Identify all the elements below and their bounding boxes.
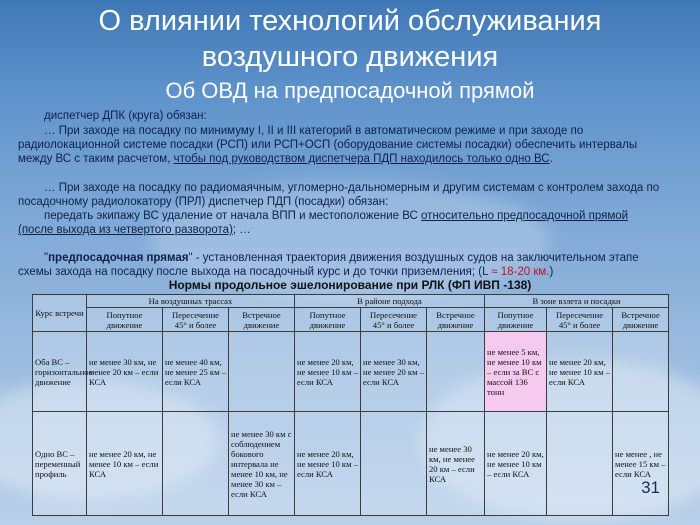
table-cell: не менее 20 км, не менее 10 км – если КСА bbox=[87, 412, 163, 516]
table-cell bbox=[163, 412, 229, 516]
table-row bbox=[33, 332, 669, 412]
table-cell-highlighted: не менее 5 км, не менее 10 км – если за ВС с массой 136 тонн bbox=[485, 332, 547, 412]
row-label: Одно ВС – переменный профиль bbox=[33, 412, 87, 516]
body-text: . bbox=[549, 153, 553, 165]
body-underlined-text: относительно предпосадочной прямой bbox=[421, 210, 629, 222]
table-cell: не менее 30 км, не менее 20 км – если КСА bbox=[427, 412, 485, 516]
column-header: Встречное движение bbox=[613, 308, 669, 332]
table-title: Нормы продольное эшелонирование при РЛК (ФП ИВП -138) bbox=[168, 278, 532, 292]
slide-title-line1: О влиянии технологий обслуживания bbox=[98, 5, 602, 37]
table-cell bbox=[229, 332, 295, 412]
body-line: посадочному радиолокатору (ПРЛ) диспетчер ПДП (посадки) обязан: bbox=[18, 196, 389, 208]
body-text: ; … bbox=[232, 224, 251, 236]
column-header: Пересечение 45° и более bbox=[361, 308, 427, 332]
table-cell bbox=[613, 332, 669, 412]
table-cell bbox=[427, 332, 485, 412]
body-line bbox=[18, 152, 553, 167]
body-line bbox=[18, 223, 251, 238]
column-header: Встречное движение bbox=[229, 308, 295, 332]
column-header: Пересечение 45° и более bbox=[163, 308, 229, 332]
table-row bbox=[33, 412, 669, 516]
body-text: " - установленная траектория движения воздушных судов на заключительном этапе bbox=[188, 252, 639, 264]
table-corner-header: Курс встречи bbox=[33, 295, 87, 332]
body-line bbox=[44, 209, 628, 224]
table-cell bbox=[547, 412, 613, 516]
body-line: … При заходе на посадку по радиомаячным, угломерно-дальномерным и другим системам с контролем захода по bbox=[44, 182, 660, 194]
table-cell: не менее 20 км, не менее 10 км – если КСА bbox=[547, 332, 613, 412]
body-text: между ВС с таким расчетом, bbox=[18, 153, 174, 165]
table-cell: не менее 30 км, не менее 20 км – если КСА bbox=[87, 332, 163, 412]
body-underlined-text: (после выхода из четвертого разворота) bbox=[18, 224, 233, 236]
body-text: передать экипажу ВС удаление от начала ВПП и местоположение ВС bbox=[44, 210, 422, 222]
group-header: На воздушных трассах bbox=[87, 295, 295, 308]
separation-norms-table bbox=[32, 294, 669, 516]
body-line: … При заходе на посадку по минимуму I, II и III категорий в автоматическом режиме и при заходе по bbox=[44, 125, 584, 137]
table-cell: не менее 30 км, не менее 20 км – если КСА bbox=[361, 332, 427, 412]
body-text: схемы захода на посадку после выхода на посадочный курс и до точки приземления; (L bbox=[18, 266, 492, 278]
page-number: 31 bbox=[641, 478, 660, 497]
slide-title-line2: воздушного движения bbox=[201, 41, 499, 73]
body-text: " bbox=[44, 252, 49, 264]
table-cell: не менее 20 км, не менее 10 км – если КСА bbox=[485, 412, 547, 516]
body-line: радиолокационной системе посадки (РСП) или РСП+ОСП (оборудование системы посадки) обеспечить интервалы bbox=[18, 139, 638, 151]
table-cell: не менее 20 км, не менее 10 км – если КСА bbox=[295, 332, 361, 412]
column-header: Встречное движение bbox=[427, 308, 485, 332]
column-header: Пересечение 45° и более bbox=[547, 308, 613, 332]
distance-highlight: ≈ 18-20 км. bbox=[491, 266, 550, 278]
body-underlined-text: чтобы под руководством диспетчера ПДП находилось только одно ВС bbox=[173, 153, 550, 165]
group-header: В районе подхода bbox=[295, 295, 485, 308]
column-header: Попутное движение bbox=[485, 308, 547, 332]
group-header: В зоне взлета и посадки bbox=[485, 295, 669, 308]
table-cell bbox=[361, 412, 427, 516]
body-line: диспетчер ДПК (круга) обязан: bbox=[44, 110, 207, 122]
term-bold: предпосадочная прямая bbox=[48, 252, 189, 264]
column-header: Попутное движение bbox=[87, 308, 163, 332]
table-cell: не менее 20 км, не менее 10 км – если КСА bbox=[295, 412, 361, 516]
table-cell: не менее 40 км, не менее 25 км – если КСА bbox=[163, 332, 229, 412]
slide-subtitle: Об ОВД на предпосадочной прямой bbox=[165, 78, 535, 103]
body-text: ) bbox=[549, 266, 554, 278]
column-header: Попутное движение bbox=[295, 308, 361, 332]
table-cell: не менее , не менее 15 км – если КСА bbox=[613, 412, 669, 516]
table-cell: не менее 30 км с соблюдением бокового интервала не менее 10 км, не менее 30 км – если КСА bbox=[229, 412, 295, 516]
row-label: Оба ВС – горизонтальное движение bbox=[33, 332, 87, 412]
body-line bbox=[44, 251, 639, 266]
